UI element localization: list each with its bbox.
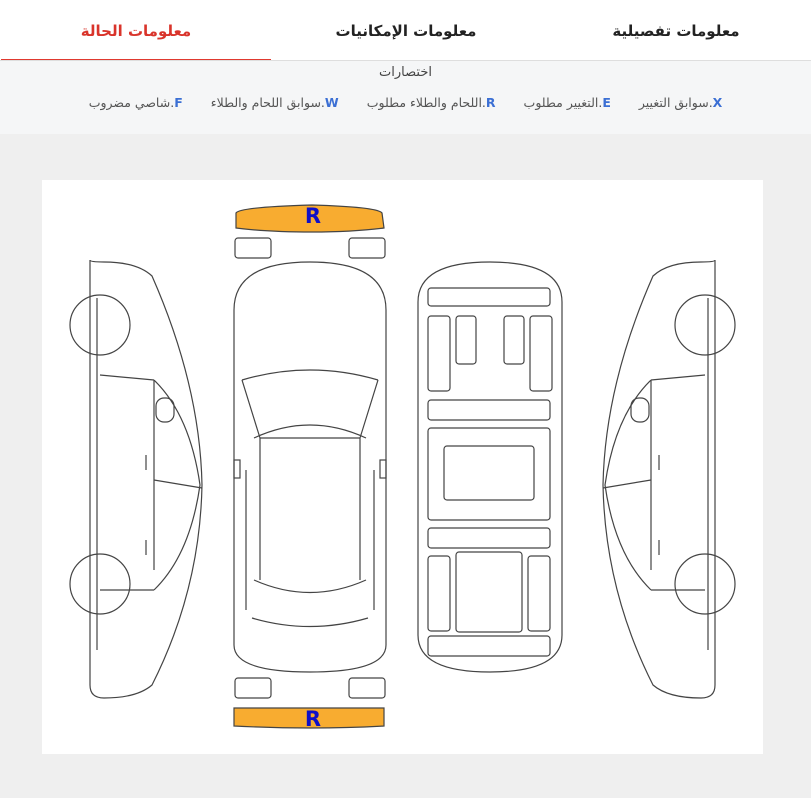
legend-label: .شاصي مضروب — [88, 95, 175, 110]
tab-bar — [0, 0, 811, 61]
legend-label: .التغيير مطلوب — [523, 95, 603, 110]
legend-code: F — [174, 95, 183, 110]
rear-right-light[interactable] — [349, 678, 385, 698]
front-right-light[interactable] — [349, 238, 385, 258]
rear-bumper-mark: R — [304, 707, 322, 731]
legend-item-w — [211, 95, 339, 110]
legend-item-e — [524, 95, 611, 110]
tab-capabilities-info[interactable]: معلومات الإمكانيات — [335, 21, 477, 40]
car-top-view[interactable] — [234, 262, 386, 672]
legend-code: W — [324, 95, 339, 110]
front-bumper-mark: R — [304, 204, 322, 228]
rear-left-light[interactable] — [235, 678, 271, 698]
legend-label: .اللحام والطلاء مطلوب — [366, 95, 486, 110]
rear-bumper[interactable] — [234, 707, 384, 731]
front-bumper[interactable] — [236, 204, 384, 232]
legend-code: R — [485, 95, 496, 110]
tab-condition-info[interactable]: معلومات الحالة — [1, 0, 271, 61]
car-underside-view[interactable] — [418, 262, 562, 672]
legend-title: اختصارات — [379, 65, 432, 80]
car-right-side-view[interactable] — [603, 260, 735, 698]
legend-item-x — [639, 95, 722, 110]
legend-label: .سوابق اللحام والطلاء — [210, 95, 325, 110]
legend-row — [0, 95, 811, 110]
front-left-light[interactable] — [235, 238, 271, 258]
legend-item-r — [367, 95, 496, 110]
legend-panel — [0, 61, 811, 134]
legend-code: X — [712, 95, 723, 110]
car-left-side-view[interactable] — [70, 260, 202, 698]
legend-label: .سوابق التغيير — [638, 95, 713, 110]
tab-detailed-info[interactable]: معلومات تفصيلية — [612, 21, 740, 40]
legend-item-f — [89, 95, 183, 110]
legend-code: E — [602, 95, 611, 110]
car-diagram-svg — [42, 180, 763, 754]
car-condition-diagram — [42, 180, 763, 754]
